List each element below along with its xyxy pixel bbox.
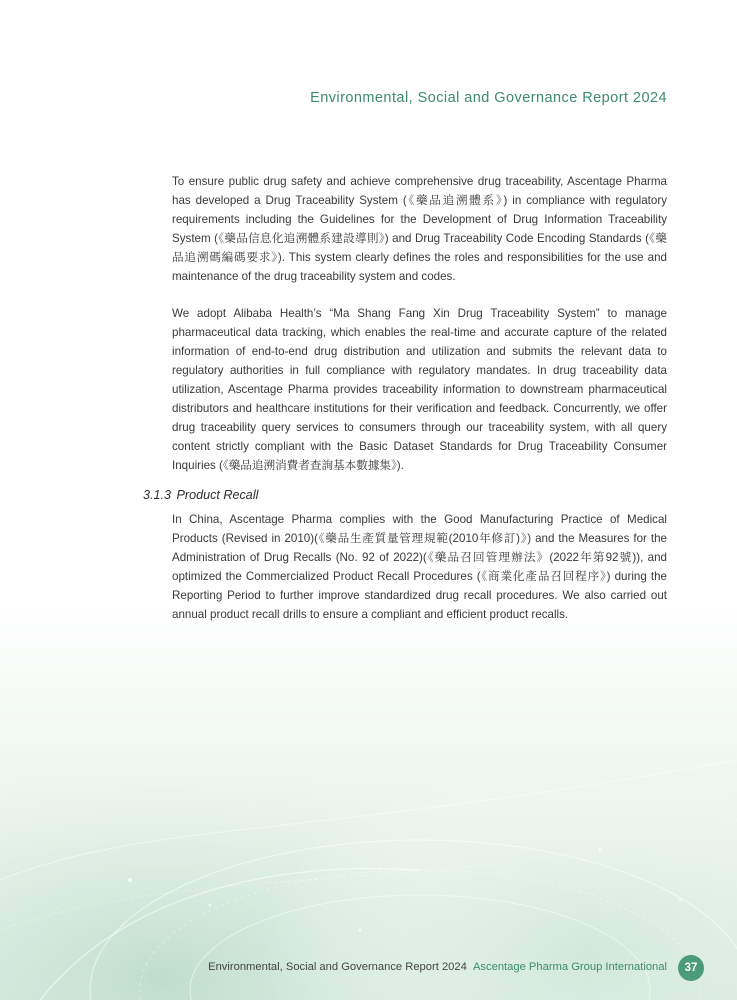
section-body <box>172 511 667 624</box>
footer-company-name: Ascentage Pharma Group International <box>472 961 667 973</box>
footer <box>208 961 667 973</box>
section-heading <box>143 488 258 502</box>
footer-report-title: Environmental, Social and Governance Report 2024 <box>208 961 467 973</box>
paragraph-drug-traceability-system: To ensure public drug safety and achieve comprehensive drug traceability, Ascentage Pharma has developed a Drug Traceability System (《藥品追溯體系》) in compliance with regulatory requirements including the Guidelines for the Development of Drug Information Traceability System (《藥品信息化追溯體系建設導則》) and Drug Traceability Code Encoding Standards (《藥品追溯碼編碼要求》). This system clearly defines the roles and responsibilities for the use and maintenance of the drug traceability system and codes. <box>172 175 667 283</box>
report-header-title: Environmental, Social and Governance Report 2024 <box>310 90 667 106</box>
paragraph-product-recall: In China, Ascentage Pharma complies with the Good Manufacturing Practice of Medical Products (Revised in 2010)(《藥品生產質量管理規範(2010年修訂)》) and the Measures for the Administration of Drug Recalls (No. 92 of 2022)(《藥品召回管理辦法》(2022年第92號)), and optimized the Commercialized Product Recall Procedures (《商業化產品召回程序》) during the Reporting Period to further improve standardized drug recall procedures. We also carried out annual product recall drills to ensure a compliant and efficient product recalls. <box>172 513 667 621</box>
body-text <box>172 173 667 475</box>
page-number-badge: 37 <box>678 955 704 981</box>
section-number: 3.1.3 <box>143 488 172 502</box>
section-title: Product Recall <box>176 488 259 502</box>
paragraph-alibaba-health: We adopt Alibaba Health’s “Ma Shang Fang Xin Drug Traceability System” to manage pharmaceutical data tracking, which enables the real-time and accurate capture of the related information of end-to-end drug distribution and utilization and submits the relevant data to regulatory authorities in full compliance with regulatory mandates. In drug traceability data utilization, Ascentage Pharma provides traceability information to downstream pharmaceutical distributors and healthcare institutions for their verification and feedback. Concurrently, we offer drug traceability query services to consumers through our traceability system, with all query content strictly compliant with the Basic Dataset Standards for Drug Traceability Consumer Inquiries (《藥品追溯消費者查詢基本數據集》). <box>172 307 667 472</box>
